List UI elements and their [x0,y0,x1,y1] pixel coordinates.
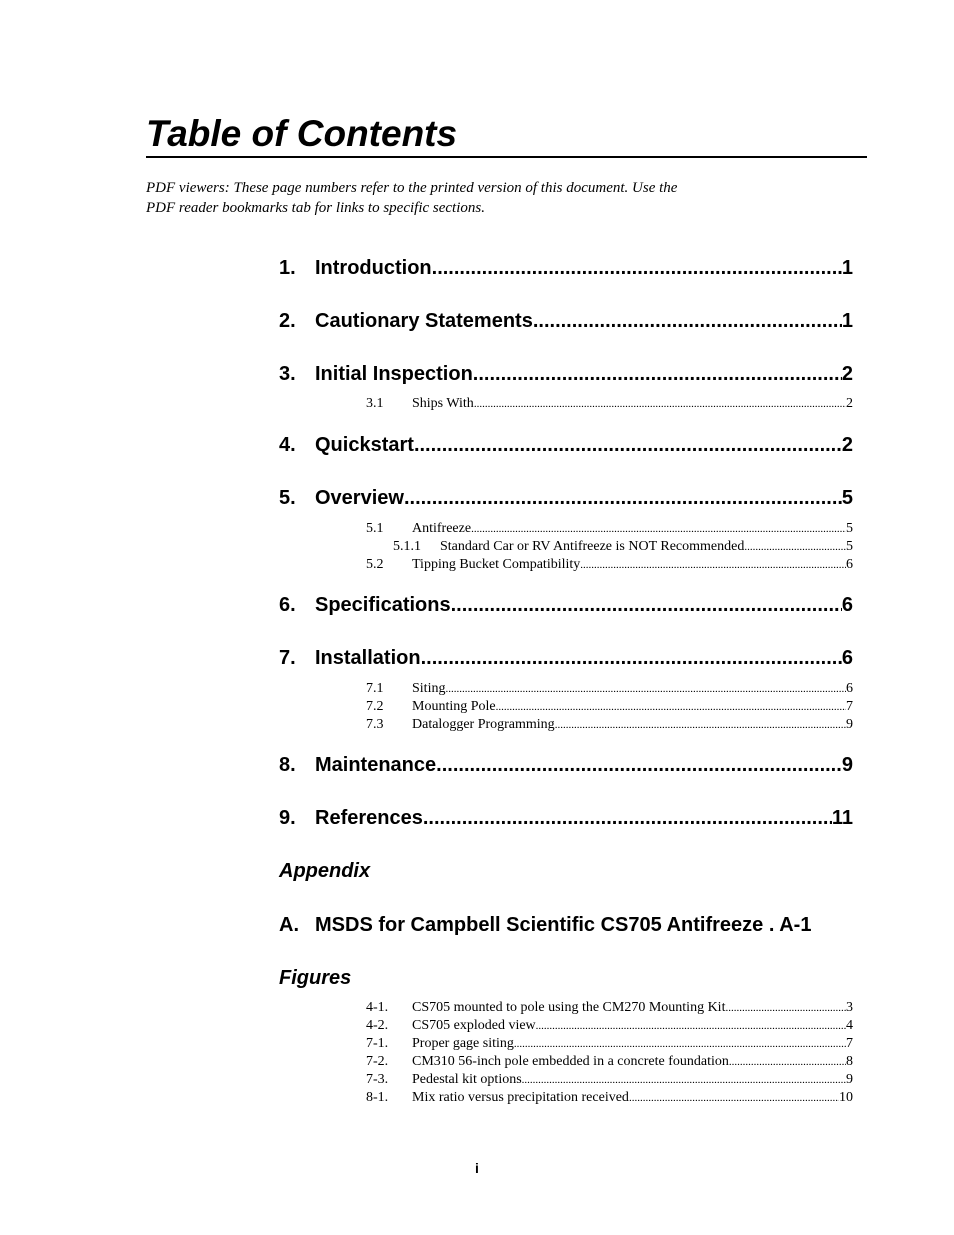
toc-section-overview[interactable]: 5. Overview ..... 5 [279,485,853,511]
toc-section-installation[interactable]: 7. Installation ..... 6 [279,645,853,671]
toc-subsubsection-standard-antifreeze[interactable]: 5.1.1 Standard Car or RV Antifreeze is NOT Recommended ..... 5 [393,538,853,556]
dot-leader [404,485,842,511]
page-ref: 10 [839,1090,853,1105]
dot-leader [496,698,846,716]
note-line: PDF viewers: These page numbers refer to the printed version of this document. Use the [146,180,678,196]
toc-subsection-tipping-bucket[interactable]: 5.2 Tipping Bucket Compatibility ..... 6 [366,556,853,574]
dot-leader [522,1071,846,1089]
page-ref: 7 [846,699,853,714]
toc-section-cautionary-statements[interactable]: 2. Cautionary Statements ..... 1 [279,308,853,334]
title-rule [146,156,867,158]
page-ref: 3 [846,1000,853,1015]
toc-section-references[interactable]: 9. References ..... 11 [279,805,853,831]
dot-leader [423,805,832,831]
page-ref: 1 [841,257,853,279]
figures-heading: Figures [279,967,352,989]
dot-leader [555,716,846,734]
dot-leader [744,538,846,556]
page-ref: 9 [846,717,853,732]
toc-figure-8-1[interactable]: 8-1. Mix ratio versus precipitation received ..... 10 [366,1089,853,1107]
dot-leader: . [763,914,775,936]
page-ref: 2 [841,363,853,385]
dot-leader [629,1089,839,1107]
page-ref: 9 [841,754,853,776]
dot-leader [471,520,846,538]
toc-subsection-datalogger-programming[interactable]: 7.3 Datalogger Programming ..... 9 [366,716,853,734]
page-ref: 8 [846,1054,853,1069]
page-ref: 6 [846,681,853,696]
dot-leader [473,361,842,387]
dot-leader [414,432,842,458]
dot-leader [432,255,842,281]
toc-section-specifications[interactable]: 6. Specifications ..... 6 [279,592,853,618]
toc-figure-7-2[interactable]: 7-2. CM310 56-inch pole embedded in a concrete foundation ..... 8 [366,1053,853,1071]
toc-section-quickstart[interactable]: 4. Quickstart ..... 2 [279,432,853,458]
toc-figure-4-1[interactable]: 4-1. CS705 mounted to pole using the CM270 Mounting Kit ..... 3 [366,999,853,1017]
toc-section-initial-inspection[interactable]: 3. Initial Inspection ..... 2 [279,361,853,387]
dot-leader [580,556,846,574]
dot-leader [725,999,846,1017]
page-ref: 4 [846,1018,853,1033]
dot-leader [436,752,842,778]
dot-leader [533,308,842,334]
dot-leader [445,680,846,698]
dot-leader [421,645,842,671]
toc-section-maintenance[interactable]: 8. Maintenance ..... 9 [279,752,853,778]
page-ref: 9 [846,1072,853,1087]
toc-subsection-mounting-pole[interactable]: 7.2 Mounting Pole ..... 7 [366,698,853,716]
toc-subsection-ships-with[interactable]: 3.1 Ships With ..... 2 [366,395,853,413]
dot-leader [514,1035,846,1053]
page-ref: 2 [846,396,853,411]
page-ref: 5 [846,539,853,554]
page-ref: 1 [841,310,853,332]
page-title: Table of Contents [146,113,458,154]
page-number: i [475,1160,479,1176]
page-ref: 6 [841,594,853,616]
toc-figure-4-2[interactable]: 4-2. CS705 exploded view ..... 4 [366,1017,853,1035]
page-ref: 6 [846,557,853,572]
toc-subsection-siting[interactable]: 7.1 Siting ..... 6 [366,680,853,698]
note-line: PDF reader bookmarks tab for links to specific sections. [146,200,485,216]
toc-section-introduction[interactable]: 1. Introduction ..... 1 [279,255,853,281]
toc-figure-7-3[interactable]: 7-3. Pedestal kit options ..... 9 [366,1071,853,1089]
toc-appendix-a[interactable]: A. MSDS for Campbell Scientific CS705 Antifreeze . A-1 [279,914,812,936]
pdf-viewer-note [146,178,677,218]
dot-leader [536,1017,846,1035]
page-ref: 5 [841,487,853,509]
dot-leader [451,592,842,618]
appendix-heading: Appendix [279,860,371,882]
page-ref: 6 [841,647,853,669]
page-ref: A-1 [779,914,812,936]
page-ref: 2 [841,434,853,456]
page-ref: 5 [846,521,853,536]
page-ref: 11 [831,807,853,829]
toc-subsection-antifreeze[interactable]: 5.1 Antifreeze ..... 5 [366,520,853,538]
toc-figure-7-1[interactable]: 7-1. Proper gage siting ..... 7 [366,1035,853,1053]
dot-leader [474,395,846,413]
dot-leader [729,1053,846,1071]
page-ref: 7 [846,1036,853,1051]
